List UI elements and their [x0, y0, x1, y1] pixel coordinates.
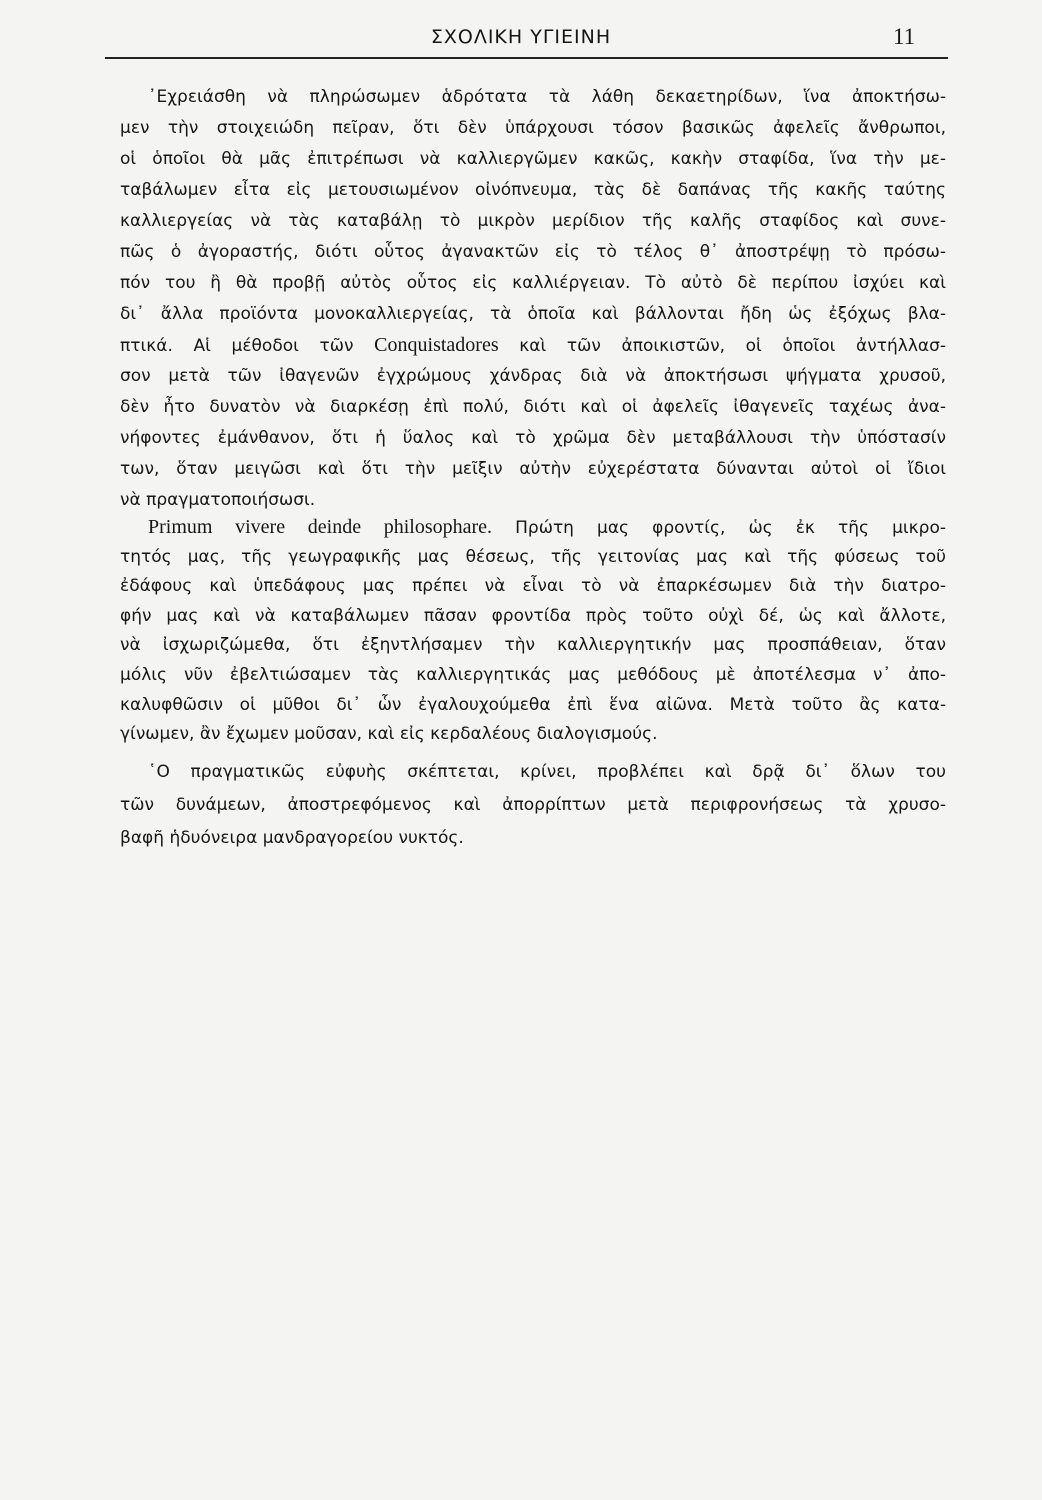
text-line: καλλιεργείας νὰ τὰς καταβάλῃ τὸ μικρὸν μερίδιον τῆς καλῆς σταφίδος καὶ συνε-	[120, 211, 946, 231]
text-segment: καὶ τῶν ἀποικιστῶν, οἱ ὁποῖοι ἀντήλλασ-	[498, 336, 947, 356]
text-line: των, ὅταν μειγῶσι καὶ ὅτι τὴν μεῖξιν αὐτὴν εὐχερέστατα δύνανται αὐτοὶ οἱ ἴδιοι	[120, 459, 946, 479]
text-line: μόλις νῦν ἐβελτιώσαμεν τὰς καλλιεργητικάς μας μεθόδους μὲ ἀποτέλεσμα ν᾿ ἀπο-	[120, 664, 946, 685]
text-line: νὰ πραγματοποιήσωσι.	[120, 490, 316, 510]
text-line: γίνωμεν, ἂν ἔχωμεν μοῦσαν, καὶ εἰς κερδαλέους διαλογισμούς.	[120, 724, 658, 745]
paragraph-2	[120, 513, 946, 750]
text-line: σον μετὰ τῶν ἰθαγενῶν ἐγχρώμους χάνδρας διὰ νὰ ἀποκτήσωσι ψήγματα χρυσοῦ,	[120, 366, 946, 386]
text-segment: πτικά. Αἱ μέθοδοι τῶν	[120, 336, 375, 356]
text-line: δὲν ἦτο δυνατὸν νὰ διαρκέσῃ ἐπὶ πολύ, διότι καὶ οἱ ἀφελεῖς ἰθαγενεῖς ταχέως ἀνα-	[120, 397, 946, 417]
text-line: νὰ ἰσχωριζώμεθα, ὅτι ἐξηντλήσαμεν τὴν καλλιεργητικήν μας προσπάθειαν, ὅταν	[120, 635, 946, 656]
latin-phrase: Conquistadores	[374, 334, 499, 356]
paragraph-1	[120, 82, 946, 516]
text-line: πόν του ἢ θὰ προβῇ αὐτὸς οὗτος εἰς καλλιέργειαν. Τὸ αὐτὸ δὲ περίπου ἰσχύει καὶ	[120, 273, 946, 293]
text-line: καλυφθῶσιν οἱ μῦθοι δι᾿ ὧν ἐγαλουχούμεθα ἐπὶ ἕνα αἰῶνα. Μετὰ τοῦτο ἂς κατα-	[120, 694, 946, 715]
text-line	[120, 513, 946, 543]
text-segment: Πρώτη μας φροντίς, ὡς ἐκ τῆς μικρο-	[492, 518, 946, 538]
header-rule	[105, 57, 948, 59]
text-line: ἐδάφους καὶ ὑπεδάφους μας πρέπει νὰ εἶναι τὸ νὰ ἐπαρκέσωμεν διὰ τὴν διατρο-	[120, 576, 946, 597]
text-line: τῶν δυνάμεων, ἀποστρεφόμενος καὶ ἀπορρίπτων μετὰ περιφρονήσεως τὰ χρυσο-	[120, 795, 946, 815]
text-line	[120, 330, 946, 361]
text-line: νήφοντες ἐμάνθανον, ὅτι ἡ ὕαλος καὶ τὸ χρῶμα δὲν μεταβάλλουσι τὴν ὑπόστασίν	[120, 428, 946, 448]
paragraph-3	[120, 756, 946, 855]
text-line: φήν μας καὶ νὰ καταβάλωμεν πᾶσαν φροντίδα πρὸς τοῦτο οὐχὶ δέ, ὡς καὶ ἄλλοτε,	[120, 605, 946, 626]
text-line: βαφῆ ἡδυόνειρα μανδραγορείου νυκτός.	[120, 828, 464, 848]
text-line: δι᾿ ἄλλα προϊόντα μονοκαλλιεργείας, τὰ ὁποῖα καὶ βάλλονται ἤδη ὡς ἐξόχως βλα-	[120, 304, 946, 324]
text-line: ταβάλωμεν εἶτα εἰς μετουσιωμένον οἰνόπνευμα, τὰς δὲ δαπάνας τῆς κακῆς ταύτης	[120, 180, 946, 200]
text-line: τητός μας, τῆς γεωγραφικῆς μας θέσεως, τῆς γειτονίας μας καὶ τῆς φύσεως τοῦ	[120, 546, 946, 567]
text-line: μεν τὴν στοιχειώδη πεῖραν, ὅτι δὲν ὑπάρχουσι τόσον βασικῶς ἀφελεῖς ἄνθρωποι,	[120, 118, 946, 138]
text-line: οἱ ὁποῖοι θὰ μᾶς ἐπιτρέπωσι νὰ καλλιεργῶμεν κακῶς, κακὴν σταφίδα, ἵνα τὴν με-	[120, 149, 946, 169]
text-line: ᾿Εχρειάσθη νὰ πληρώσωμεν ἁδρότατα τὰ λάθη δεκαετηρίδων, ἵνα ἀποκτήσω-	[148, 87, 946, 107]
text-line: ῾Ο πραγματικῶς εὐφυὴς σκέπτεται, κρίνει, προβλέπει καὶ δρᾷ δι᾿ ὅλων του	[148, 762, 946, 782]
header-title: ΣΧΟΛΙΚΗ ΥΓΙΕΙΝΗ	[430, 26, 612, 48]
latin-phrase: Primum vivere deinde philosophare.	[148, 516, 493, 538]
text-line: πῶς ὁ ἀγοραστής, διότι οὗτος ἀγανακτῶν εἰς τὸ τέλος θ᾿ ἀποστρέψῃ τὸ πρόσω-	[120, 242, 946, 262]
page-number: 11	[893, 24, 916, 49]
